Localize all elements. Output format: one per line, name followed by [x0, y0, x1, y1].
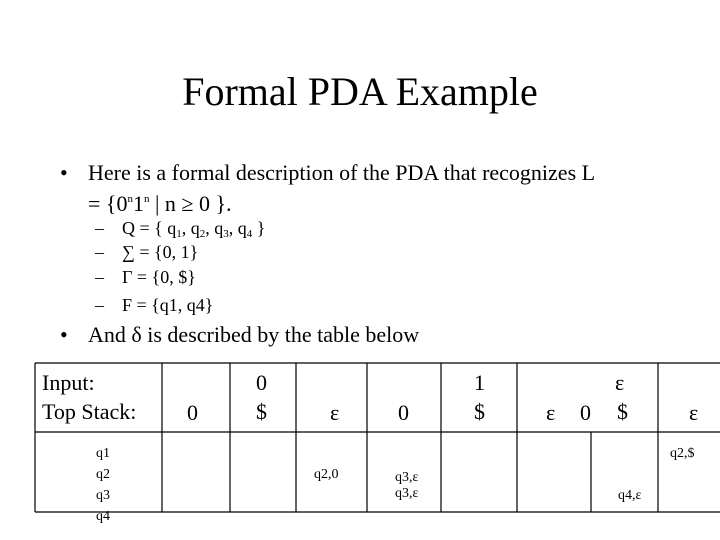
state-row-label: q3 — [96, 488, 110, 503]
state-row-label: q2 — [96, 467, 110, 482]
input-group-eps: ε — [615, 370, 625, 395]
slide-title: Formal PDA Example — [182, 69, 538, 114]
stack-symbol: $ — [256, 399, 267, 424]
input-group-0: 0 — [256, 370, 267, 395]
stack-symbol: ε — [546, 400, 556, 425]
stack-symbol: $ — [474, 399, 485, 424]
header-input-label: Input: — [42, 370, 95, 395]
stack-symbol: ε — [330, 400, 340, 425]
header-stack-label: Top Stack: — [42, 399, 137, 424]
input-group-1: 1 — [474, 370, 485, 395]
bullet-delta: • And δ is described by the table below — [60, 322, 420, 347]
stack-symbol: ε — [689, 400, 699, 425]
accept-states-definition: – F = {q1, q4} — [95, 295, 214, 315]
stack-alphabet-definition: – Γ = {0, $} — [95, 267, 196, 287]
state-row-label: q4 — [96, 509, 110, 524]
stack-symbol: 0 — [580, 400, 591, 425]
transition-entry: q3,ε — [395, 470, 419, 485]
stack-symbol: $ — [617, 399, 628, 424]
bullet-dot: • — [60, 160, 68, 185]
states-definition: – Q = { $q_1$, $q_2$, $q_3$, $q_4$ } — [95, 218, 266, 240]
stack-symbol: 0 — [187, 400, 198, 425]
input-alphabet-definition: – ∑ = {0, 1} — [95, 242, 199, 262]
transition-entry: q4,ε — [618, 488, 642, 503]
bullet-description-text: Here is a formal description of the PDA that recognizes L = {$0^n1^n$ | n ≥ 0 }. — [88, 160, 596, 216]
transition-entry: q2,$ — [670, 446, 695, 461]
transition-entry: q3,ε — [395, 486, 419, 501]
state-row-label: q1 — [96, 446, 110, 461]
transition-entry: q2,0 — [314, 467, 339, 482]
stack-symbol: 0 — [398, 400, 409, 425]
